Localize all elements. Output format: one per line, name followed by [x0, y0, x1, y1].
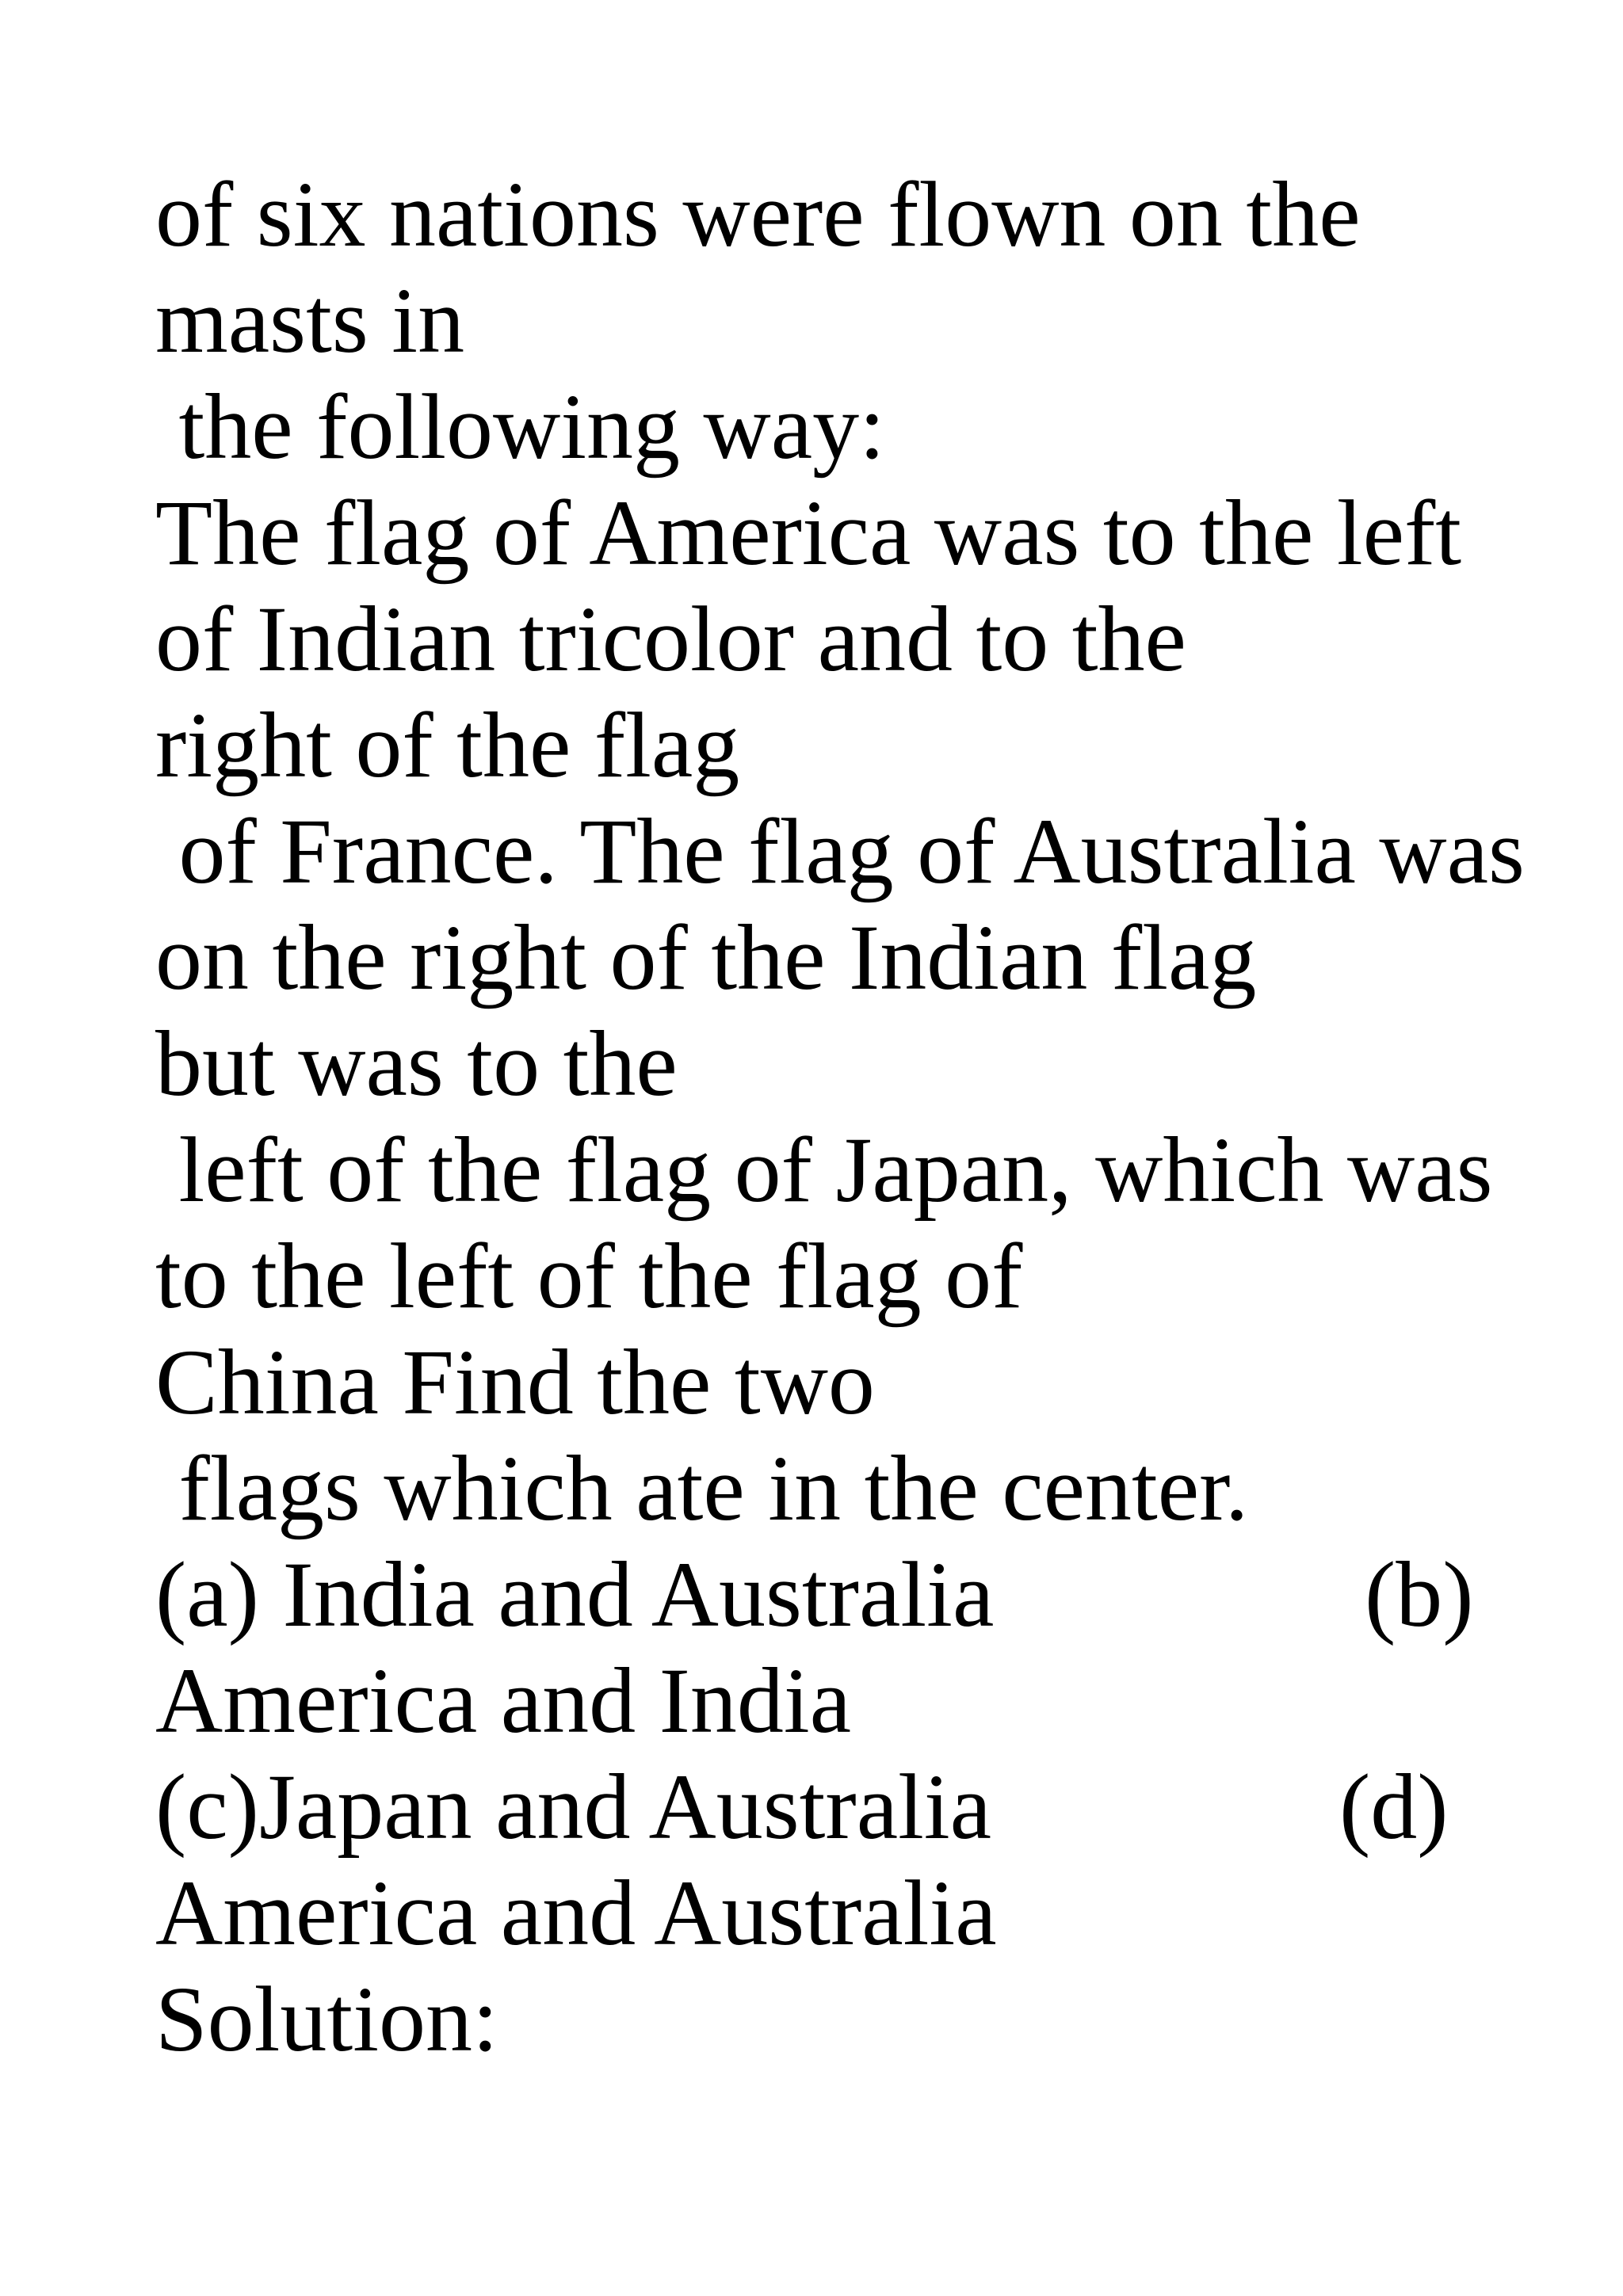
option-d: America and Australia [155, 1861, 997, 1965]
question-line-7: of France. The flag of Australia was [155, 799, 1525, 903]
option-b: America and India [155, 1649, 852, 1753]
question-line-5: of Indian tricolor and to the [155, 587, 1186, 691]
question-line-2: masts in [155, 269, 465, 372]
solution-label: Solution: [155, 1967, 498, 2071]
question-line-1: of six nations were flown on the [155, 162, 1361, 266]
question-line-12: China Find the two [155, 1330, 875, 1434]
question-line-8: on the right of the Indian flag [155, 906, 1257, 1009]
option-d-marker: (d) [1339, 1755, 1449, 1859]
option-a: (a) India and Australia [155, 1543, 995, 1646]
question-line-4: The flag of America was to the left [155, 481, 1462, 585]
question-line-3: the following way: [155, 375, 885, 479]
option-b-marker: (b) [1365, 1543, 1474, 1646]
question-line-6: right of the flag [155, 693, 740, 797]
question-line-11: to the left of the flag of [155, 1224, 1023, 1328]
question-line-13: flags which ate in the center. [155, 1436, 1249, 1540]
question-line-9: but was to the [155, 1012, 678, 1116]
question-line-10: left of the flag of Japan, which was [155, 1118, 1493, 1222]
option-c: (c)Japan and Australia [155, 1755, 992, 1859]
